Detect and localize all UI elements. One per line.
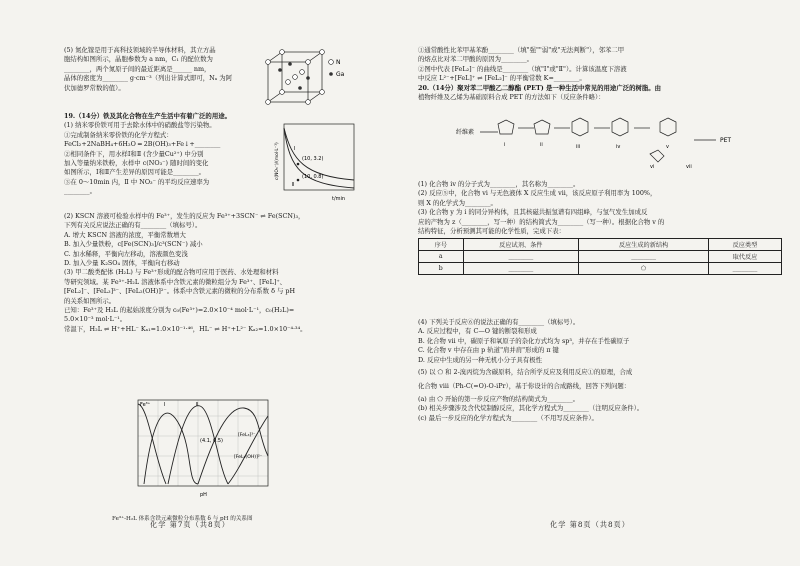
q19-line: ③在 0～10min 内，Ⅱ 中 NO₃⁻ 的平均反应速率为: [64, 177, 210, 186]
q19-part2-line: B. 加入少量铁粉，c[Fe(SCN)₃]/c³(SCN⁻) 减小: [64, 240, 203, 249]
table-cell: 取代反应: [708, 251, 781, 263]
q19-header: 19.（14分）铁及其化合物在生产生活中有着广泛的用途。: [64, 112, 231, 120]
q20-5-line: (a) 由 ⬠ 开始的第一步反应产物的结构简式为________。: [418, 394, 580, 403]
label-curve-2: Ⅱ: [292, 182, 295, 188]
q19-part2-line: 下列有关反应说法正确的有________（填标号）。: [64, 221, 202, 230]
table-cell: ________: [579, 251, 709, 263]
reaction-table: [418, 238, 782, 275]
table-header: 序号: [419, 239, 464, 251]
q18-line: 晶体的密度为________ g·cm⁻³（列出计算式即可，Nₐ 为阿: [64, 74, 233, 83]
label-point-1: (10, 3.2): [302, 156, 324, 162]
q20-4-line: C. 化合物 v 中存在由 p 轨道"肩并肩"形成的 π 键: [418, 346, 559, 355]
label-II: Ⅱ: [196, 402, 199, 408]
q19-line: 如图所示，Ⅰ和Ⅱ产生差异的原因可能是________。: [64, 168, 206, 177]
cmpd-iii: iii: [576, 144, 581, 150]
q20-part4: [418, 318, 786, 423]
q19-part2-line: (2) KSCN 溶液可检验水样中的 Fe³⁺，发生的反应为 Fe³⁺+3SCN⁻ ⇌ Fe(SCN)₃，: [64, 212, 305, 220]
q18-line: (5) 氮化镓是用于高科技领域的半导体材料，其立方晶: [64, 46, 216, 54]
table-cell: ________: [708, 263, 781, 275]
q18-line: ________，两个氮原子间的最近距离是______ nm，: [64, 64, 211, 73]
q19-line: 加入等量纳米铁粉，水样中 c(NO₃⁻) 随时间的变化: [64, 159, 209, 168]
distribution-chart: [118, 396, 288, 504]
label-fel3: [FeL₃]³⁻: [238, 433, 256, 438]
q20-5-line: (5) 以 ⬠ 和 2-溴丙烷为含碳原料，结合所学反应及利用反应①的原理，合成: [418, 368, 633, 377]
q19-part2-line: C. 加水稀释，平衡向左移动，溶液颜色变浅: [64, 249, 188, 258]
crystal-cell-figure: [262, 48, 348, 110]
q20-4-line: (4) 下列关于反应⑥的说法正确的有________（填标号）。: [418, 318, 580, 326]
q19-line: ________。: [64, 187, 96, 196]
label-fel2oh: [FeL₂(OH)]²⁻: [234, 455, 263, 460]
table-cell: b: [419, 263, 464, 275]
table-header: 反应生成的新结构: [579, 239, 709, 251]
table-header-row: [419, 239, 782, 251]
q20-line: (1) 化合物 iv 的分子式为________，其名称为________。: [418, 180, 580, 188]
table-row: [419, 251, 782, 263]
cmpd-v: v: [666, 144, 669, 150]
q20-5-line: 化合物 viii（Ph-C(=O)-O-iPr），基于你设计的合成路线，回答下列问题：: [418, 382, 631, 391]
q19-line: ②相同条件下，用水样Ⅰ和Ⅱ (含少量Cu²⁺) 中分别: [64, 149, 204, 158]
q20-line: (2) 反应⑤中，化合物 vi 与无色液体 X 反应生成 vii，该反应原子利用率为 100%，: [418, 189, 657, 198]
legend-ga: Ga: [336, 71, 345, 78]
left-footer: 化学 第7页（共8页）: [150, 520, 230, 529]
right-top-line: ②图中代表 [FeL₂]⁻ 的曲线是________（填"Ⅰ"或"Ⅱ"）。计算该温度下溶液: [418, 64, 627, 73]
label-fe3: Fe³⁺: [140, 402, 151, 408]
q20-5-line: (b) 相关步骤涉及含代烷制醇反应，其化学方程式为________（注明反应条件）。: [418, 404, 644, 413]
q19-line: (1) 纳米零价铁可用于去除水体中的硝酸盐等污染物。: [64, 121, 216, 130]
q20-header: 20.（14分）聚对苯二甲酸乙二醇酯 (PET) 是一种生活中常见的用途广泛的树脂。由: [418, 83, 662, 92]
chart1-xlabel: t/min: [332, 196, 346, 202]
q19-part2-line: D. 加入少量 K₂SO₄ 固体，平衡向右移动: [64, 259, 180, 268]
cmpd-vii: vii: [686, 164, 692, 170]
q19-line: FeCl₂+2NaBH₄+6H₂O ═ 2B(OH)₃+Fe↓+________: [64, 140, 221, 149]
right-page: [400, 0, 800, 566]
chart1-ylabel: c(NO₃⁻)/(mol·L⁻¹): [275, 142, 280, 180]
table-cell: ________: [463, 251, 579, 263]
q19-part3-line: 常温下，H₂L ⇌ H⁺+HL⁻ Kₐ₁=1.0×10⁻¹·⁴⁶，HL⁻ ⇌ H⁺+L²⁻ Kₐ₂=1.0×10⁻⁴·³⁴。: [64, 324, 307, 333]
q19-part3-line: 等研究领域。某 Fe³⁺-H₂L 溶液体系中含铁元素的微粒组分为 Fe³⁺、[FeL]⁺、: [64, 277, 287, 286]
q20-line: 则 X 的化学式为________。: [418, 198, 497, 207]
label-curve-1: Ⅰ: [294, 146, 296, 152]
q19-part3-line: 的关系如图所示。: [64, 296, 116, 305]
q20-4-line: B. 化合物 vii 中，碳原子和氧原子的杂化方式均为 sp³，并存在手性碳原子: [418, 336, 630, 345]
cmpd-vi: vi: [650, 164, 655, 170]
q18-line: 伏加德罗常数的值）。: [64, 83, 125, 92]
nitrate-chart: [272, 120, 358, 206]
q19-line: ①完成制备纳米零价铁的化学方程式：: [64, 130, 173, 139]
q19-part2-line: A. 增大 KSCN 溶液的浓度，平衡常数增大: [64, 230, 186, 239]
cmpd-pet: PET: [720, 137, 732, 144]
q19-part3-line: 5.0×10⁻³ mol·L⁻¹。: [64, 315, 127, 324]
q20-5-line: (c) 最后一步反应的化学方程式为________（不用写反应条件）。: [418, 413, 598, 422]
right-top-line: ①通常酸性比苯甲基苯酚________（填"强""弱"或"无法判断"），邻苯二甲: [418, 46, 625, 54]
table-cell: a: [419, 251, 464, 263]
q19-part3-line: (3) 甲二酸类配体 (H₂L) 与 Fe³⁺形成的配合物可应用于医药、水处理和材料: [64, 268, 279, 277]
q20-4-line: D. 反应中生成的另一种无机小分子具有极性: [418, 355, 542, 364]
q18-line: 胞结构如图所示，晶胞参数为 a nm，C₁ 的配位数为: [64, 55, 213, 64]
label-point: (4.1, 0.5): [200, 438, 223, 444]
right-column: [418, 46, 786, 102]
q19-part3-line: [FeL₂]⁻、[FeL₃]³⁻、[FeL₂(OH)]²⁻。体系中含铁元素的微粒的分布系数 δ 与 pH: [64, 287, 296, 296]
table-row: [419, 263, 782, 275]
q20-line: 应的产物为 z（________，写一种）的结构简式为________（写一种）。根据化合物 v 的: [418, 217, 665, 226]
q19-part3-line: 已知：Fe³⁺及 H₂L 的起始浓度分别为 c₀(Fe³⁺)=2.0×10⁻⁴ mol·L⁻¹，c₀(H₂L)=: [64, 306, 295, 315]
cmpd-ii: ii: [540, 142, 543, 148]
scheme-start: 纤维素: [456, 129, 475, 136]
q20-line: (3) 化合物 y 为 i 的同分异构体，且其核磁共振氢谱有四组峰，与氢气发生加成反: [418, 208, 648, 217]
chart2-caption: Fe³⁺-H₂L 体系含铁元素微粒分布系数 δ 与 pH 的关系图: [112, 516, 253, 522]
chart2-xlabel: pH: [200, 492, 207, 498]
cmpd-i: i: [504, 142, 506, 148]
right-top-line: 中反应 L²⁻+[FeL]⁺ ⇌ [FeL₂]⁻ 的平衡常数 K=________。: [418, 74, 586, 83]
q20-line: 结构特征，分析预测其可能的化学性质，完成下表：: [418, 227, 565, 236]
table-header: 反应试剂、条件: [463, 239, 579, 251]
label-point-2: (10, 0.8): [302, 174, 324, 180]
legend-n: N: [336, 59, 341, 66]
right-footer: 化学 第8页（共8页）: [550, 520, 630, 529]
table-header: 反应类型: [708, 239, 781, 251]
label-I: Ⅰ: [164, 402, 166, 408]
table-cell: ⬠: [579, 263, 709, 275]
q20-questions: [418, 180, 786, 236]
q20-sub: 植物纤维及乙烯为基础原料合成 PET 的方法如下（反应条件略）：: [418, 93, 605, 102]
right-top-line: 的熔点比对苯二甲酸的原因为________。: [418, 55, 534, 64]
q20-4-line: A. 反应过程中，有 C—O 键的断裂和形成: [418, 327, 537, 336]
q19-part2: [64, 212, 384, 334]
cmpd-iv: iv: [616, 144, 621, 150]
table-cell: ________: [463, 263, 579, 275]
synthesis-scheme: [454, 110, 754, 170]
